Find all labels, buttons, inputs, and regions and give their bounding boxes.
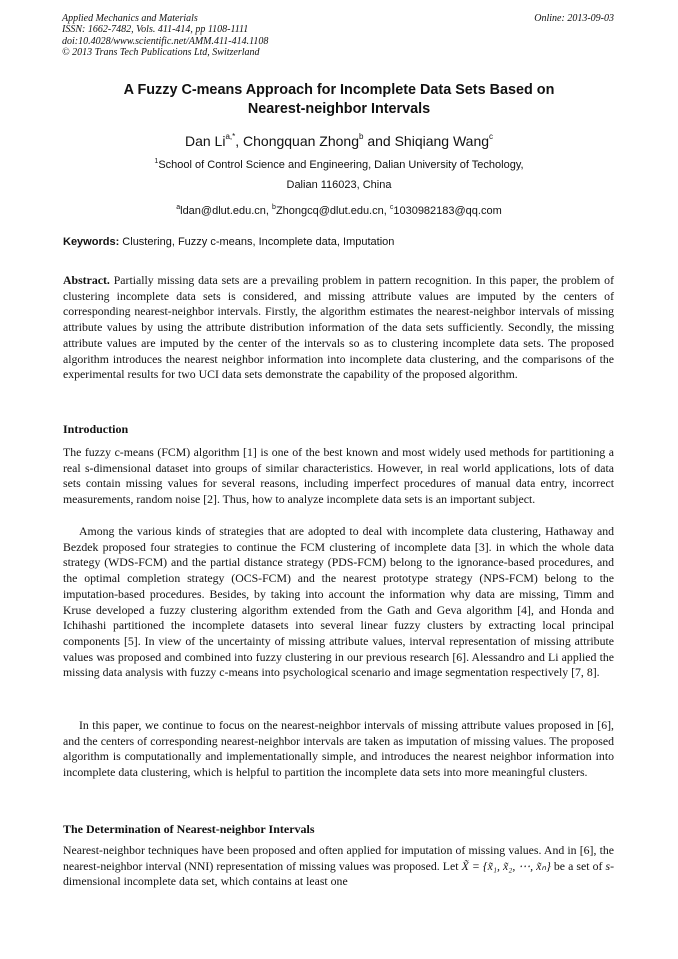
keywords-text: Clustering, Fuzzy c-means, Incomplete data, Imputation (119, 236, 395, 248)
email-a: ldan@dlut.edu.cn, (180, 205, 273, 217)
paper-title (62, 81, 616, 119)
intro-paragraph-2: Among the various kinds of strategies that are adopted to deal with incomplete data clustering, Hathaway and Bezdek proposed four strategies to continue the FCM clustering of incomplete data [3]. in which the whole data strategy (WDS-FCM) and the partial distance strategy (PDS-FCM) belong to the ignorance-based procedures, and the optimal completion strategy (OCS-FCM) and the nearest prototype strategy (NPS-FCM) belong to the imputation-based procedures. Besides, by taking into account the information why data are missing, Timm and Kruse developed a fuzzy clustering algorithm extended from the Gath and Geva algorithm [4], and Honda and Ichihashi partitioned the incomplete datasets into several linear fuzzy clusters by extracting local principal components [5]. In view of the uncertainty of missing attribute values, interval representation of missing attribute values was proposed and combined into fuzzy clustering in our previous research [6]. Alessandro and Li applied the missing data analysis with fuzzy c-means into psychological scenario and image segmentation respectively [7, 8]. (63, 524, 614, 680)
author-1-sup: a,* (225, 132, 236, 141)
author-2: , Chongquan Zhong (235, 133, 359, 149)
intro-paragraph-3: In this paper, we continue to focus on the nearest-neighbor intervals of missing attribute values proposed in [6], and the centers of corresponding nearest-neighbor intervals are taken as imputation of missing values. The proposed algorithm is computationally and implementationally simple, and introduces the nearest neighbor information into incomplete data clustering, which is helpful to partition the incomplete data sets into more meaningful clusters. (63, 718, 614, 780)
abstract-text: Partially missing data sets are a prevailing problem in pattern recognition. In this paper, the problem of clustering incomplete data sets is considered, and missing attribute values are imputed by the centers of corresponding nearest-neighbor intervals. Firstly, the algorithm estimates the nearest-neighbor intervals of missing attribute values by using the attribute distribution information of the data sets sufficiently. Secondly, the missing attribute values are imputed by the center of the intervals so as to clustering incomplete data sets. The proposed algorithm introduces the nearest neighbor information into incomplete data clustering, and the comparisons of the experimental results for two UCI data sets demonstrate the capability of the proposed algorithm. (63, 273, 614, 382)
online-date: Online: 2013-09-03 (534, 13, 614, 24)
introduction-heading: Introduction (63, 422, 129, 436)
nni-paragraph-1 (63, 843, 614, 890)
intro-paragraph-1: The fuzzy c-means (FCM) algorithm [1] is one of the best known and most widely used methods for partitioning a real s-dimensional dataset into groups of similar characteristics. However, in real world applications, lots of data sets contain missing values for several reasons, including imperfect procedures of manual data entry, incorrect measurements, random noise [2]. Thus, how to analyze incomplete data sets is an important subject. (63, 445, 614, 507)
affiliation-line-2: Dalian 116023, China (286, 179, 392, 191)
title-line-1: A Fuzzy C-means Approach for Incomplete Data Sets Based on (123, 82, 555, 98)
affiliation-text-1: School of Control Science and Engineering, Dalian University of Techology, (158, 159, 524, 171)
nni-text-2: be a set of (550, 858, 606, 873)
abstract-label: Abstract. (63, 273, 110, 287)
keywords-label: Keywords: (63, 236, 120, 248)
email-line (62, 201, 616, 218)
author-3-sup: c (489, 132, 494, 141)
nni-dimension-symbol: s (605, 858, 611, 873)
title-line-2: Nearest-neighbor Intervals (247, 101, 431, 117)
email-sup-b: b (272, 204, 276, 211)
author-1: Dan Li (184, 133, 226, 149)
affiliation-sup: 1 (154, 158, 159, 165)
keywords (63, 235, 616, 249)
affiliation-line-1 (62, 155, 616, 172)
author-list (62, 128, 616, 150)
author-2-sup: b (359, 132, 364, 141)
dataset-formula: X̃ = {x̃₁, x̃₂, ⋯, x̃ₙ} (461, 858, 551, 873)
issn-line: ISSN: 1662-7482, Vols. 411-414, pp 1108-1111 (62, 24, 249, 36)
nni-section-heading: The Determination of Nearest-neighbor Intervals (63, 822, 315, 836)
journal-name: Applied Mechanics and Materials (62, 13, 198, 24)
email-c: 1030982183@qq.com (393, 205, 502, 217)
copyright-line: © 2013 Trans Tech Publications Ltd, Switzerland (62, 47, 260, 59)
abstract-paragraph (63, 273, 614, 383)
nni-text-1: Nearest-neighbor techniques have been proposed and often applied for imputation of missing values. And in [6], the nearest-neighbor interval (NNI) representation of missing values was proposed. Let (63, 843, 614, 873)
email-sup-c: c (389, 204, 394, 211)
email-b: Zhongcq@dlut.edu.cn, (275, 205, 390, 217)
email-sup-a: a (176, 204, 181, 211)
author-3: and Shiqiang Wang (367, 133, 490, 149)
doi-line: doi:10.4028/www.scientific.net/AMM.411-414.1108 (62, 35, 269, 47)
nni-text-3: -dimensional incomplete data set, which contains at least one (63, 858, 614, 889)
journal-header (62, 13, 268, 59)
